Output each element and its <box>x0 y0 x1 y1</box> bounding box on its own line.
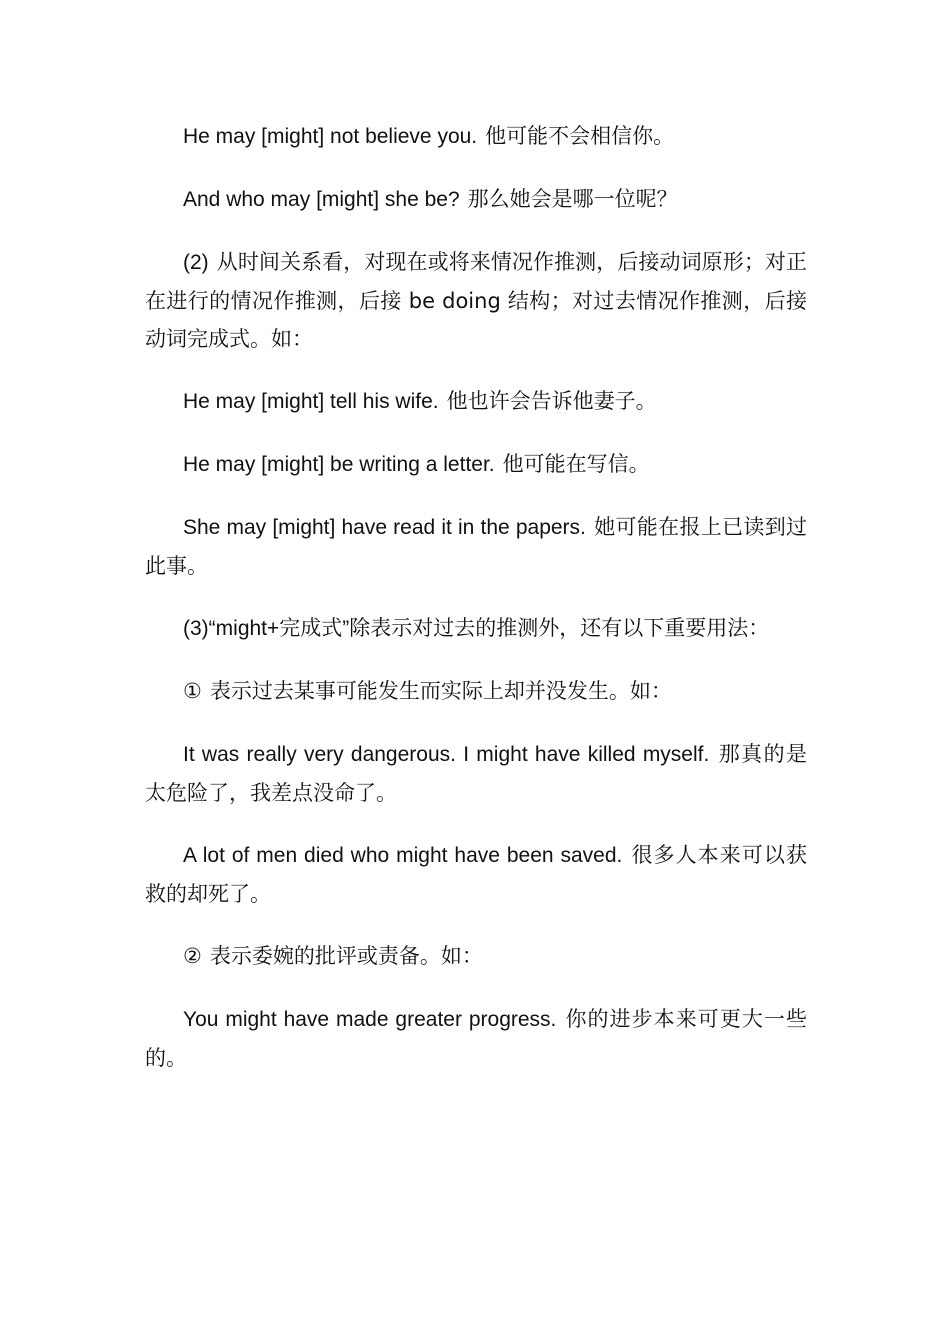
paragraph-2 <box>145 180 807 219</box>
paragraph-1 <box>145 117 807 156</box>
paragraph-4 <box>145 382 807 421</box>
chinese-text: 表示委婉的批评或责备。如： <box>209 944 483 968</box>
paragraph-10 <box>145 836 807 913</box>
english-text: ② <box>183 945 202 968</box>
chinese-text: 你的进步本来可更大一些的。 <box>145 1007 808 1070</box>
chinese-text: 她可能在报上已读到过此事。 <box>145 515 808 578</box>
paragraph-7 <box>145 609 807 648</box>
chinese-text: 他可能不会相信你。 <box>485 124 675 148</box>
english-text: And who may [might] she be? <box>183 188 460 211</box>
english-text: (3)“might+完成式”除表示对过去的推测外，还有以下重要用法： <box>183 617 770 640</box>
english-text: She may [might] have read it in the papers. <box>183 516 586 539</box>
chinese-text: 他可能在写信。 <box>502 452 650 476</box>
paragraph-6 <box>145 508 807 585</box>
paragraph-3 <box>145 243 807 358</box>
paragraph-12 <box>145 1000 807 1077</box>
paragraph-9 <box>145 735 807 812</box>
chinese-text: 表示过去某事可能发生而实际上却并没发生。如： <box>209 679 672 703</box>
document-body <box>145 117 807 1101</box>
paragraph-8 <box>145 672 807 711</box>
english-text: (2) <box>183 251 209 274</box>
english-text: You might have made greater progress. <box>183 1008 557 1031</box>
chinese-text: 很多人本来可以获救的却死了。 <box>145 843 808 906</box>
chinese-text: 那么她会是哪一位呢？ <box>467 187 678 211</box>
english-text: ① <box>183 680 202 703</box>
paragraph-5 <box>145 445 807 484</box>
chinese-text: 那真的是太危险了，我差点没命了。 <box>145 742 808 805</box>
chinese-text: 从时间关系看，对现在或将来情况作推测，后接动词原形；对正在进行的情况作推测，后接 be doing 结构；对过去情况作推测，后接动词完成式。如： <box>145 250 807 351</box>
english-text: A lot of men died who might have been saved. <box>183 844 623 867</box>
chinese-text: 他也许会告诉他妻子。 <box>446 389 657 413</box>
english-text: It was really very dangerous. I might have killed myself. <box>183 743 710 766</box>
english-text: He may [might] not believe you. <box>183 125 478 148</box>
paragraph-11 <box>145 937 807 976</box>
english-text: He may [might] tell his wife. <box>183 390 439 413</box>
english-text: He may [might] be writing a letter. <box>183 453 495 476</box>
